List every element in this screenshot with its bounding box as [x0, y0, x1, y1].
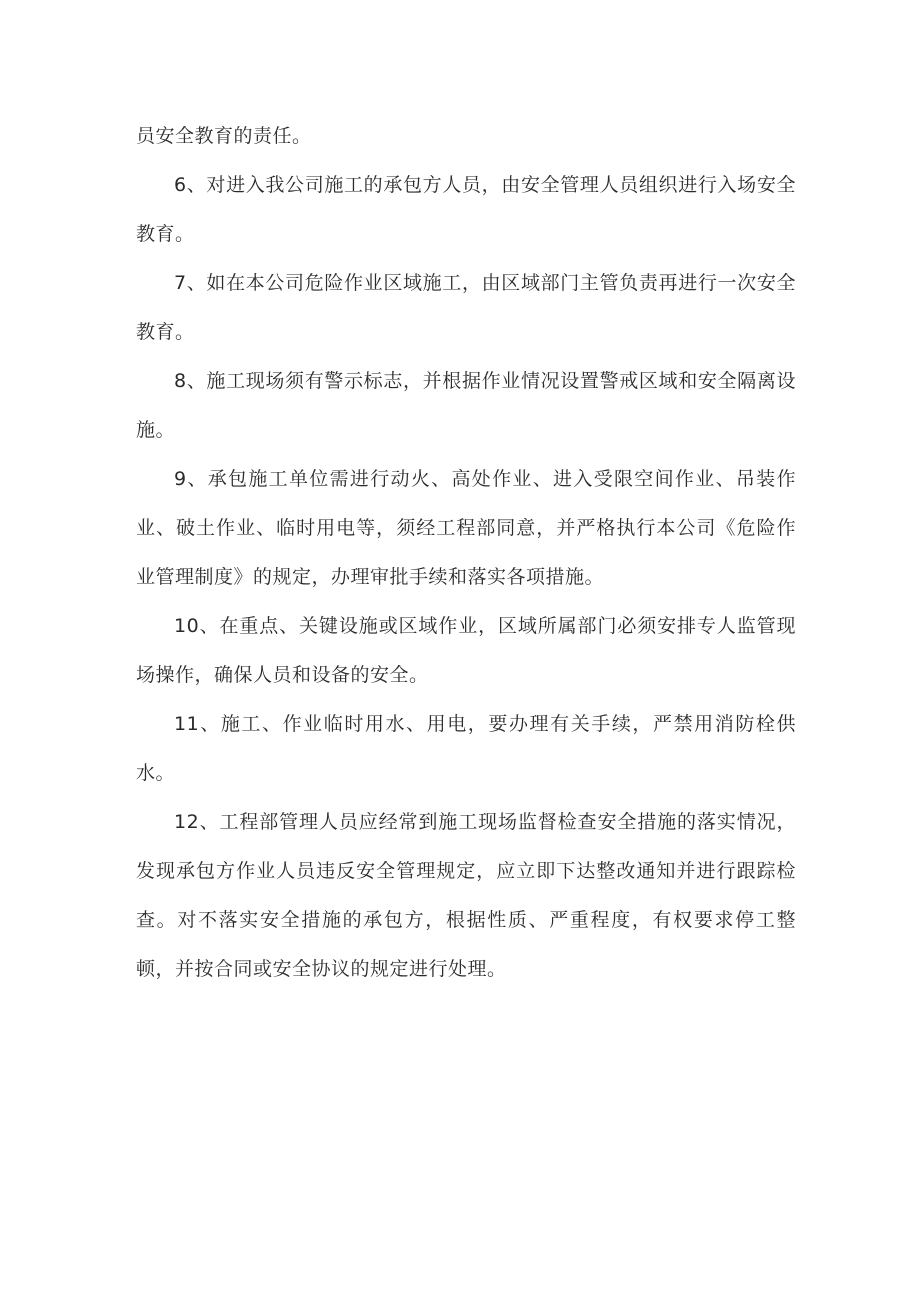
document-body [136, 112, 796, 994]
paragraph-continuation: 员安全教育的责任。 [136, 125, 312, 147]
paragraph-item-7: 7、如在本公司危险作业区域施工，由区域部门主管负责再进行一次安全教育。 [136, 272, 796, 343]
paragraph-item-6: 6、对进入我公司施工的承包方人员，由安全管理人员组织进行入场安全教育。 [136, 174, 796, 245]
paragraph-item-9: 9、承包施工单位需进行动火、高处作业、进入受限空间作业、吊装作业、破土作业、临时用电等，须经工程部同意，并严格执行本公司《危险作业管理制度》的规定，办理审批手续和落实各项措施。 [136, 468, 796, 588]
paragraph-item-8: 8、施工现场须有警示标志，并根据作业情况设置警戒区域和安全隔离设施。 [136, 370, 796, 441]
paragraph-item-10: 10、在重点、关键设施或区域作业，区域所属部门必须安排专人监管现场操作，确保人员和设备的安全。 [136, 615, 796, 686]
paragraph-item-12: 12、工程部管理人员应经常到施工现场监督检查安全措施的落实情况，发现承包方作业人员违反安全管理规定，应立即下达整改通知并进行跟踪检查。对不落实安全措施的承包方，根据性质、严重程度，有权要求停工整顿，并按合同或安全协议的规定进行处理。 [136, 811, 796, 980]
paragraph-item-11: 11、施工、作业临时用水、用电，要办理有关手续，严禁用消防栓供水。 [136, 713, 796, 784]
